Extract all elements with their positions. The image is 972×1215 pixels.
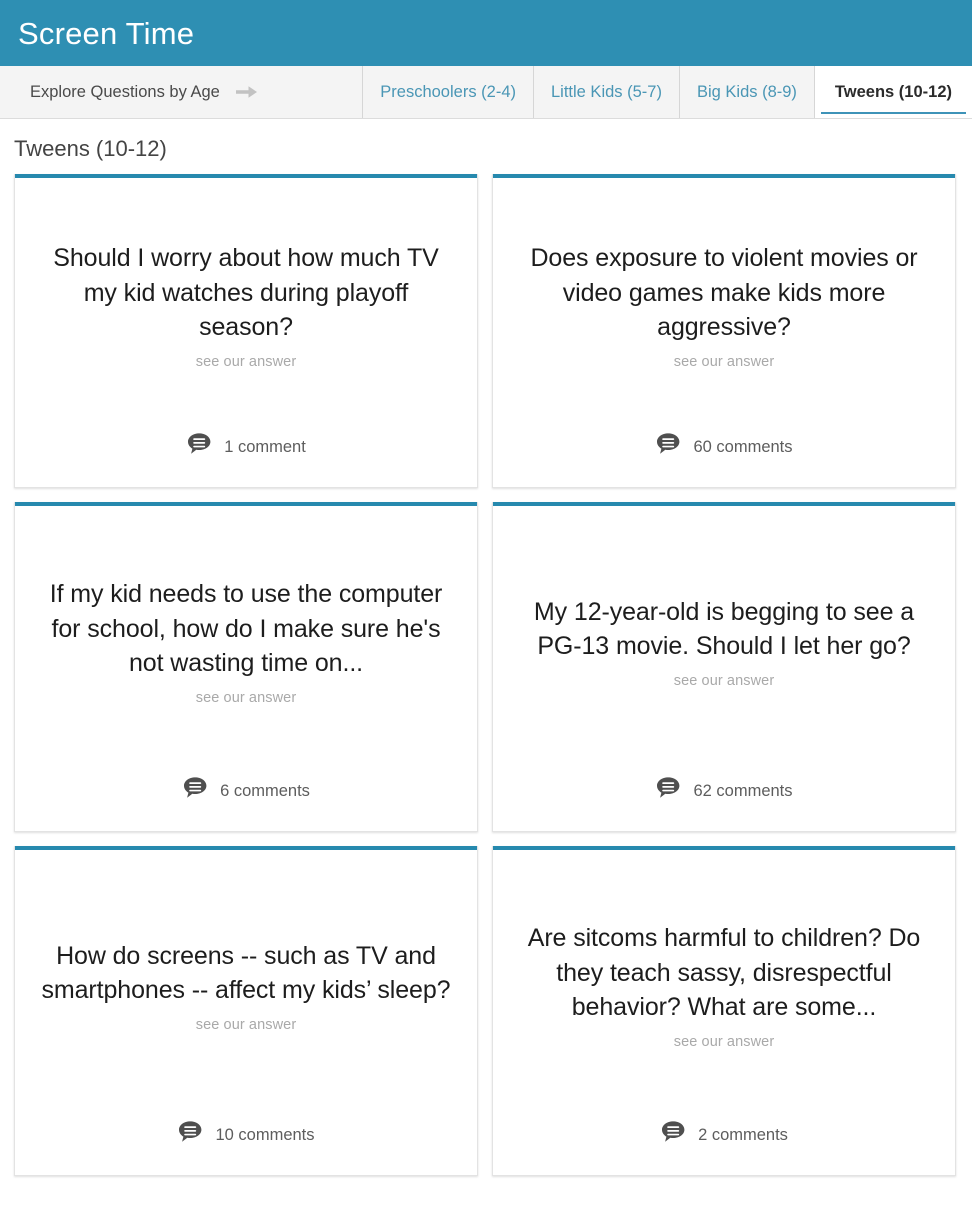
question-text: If my kid needs to use the computer for school, how do I make sure he's not wasting time on...	[49, 580, 443, 678]
comment-bubble-icon	[655, 431, 682, 463]
comment-bubble-icon	[655, 775, 682, 807]
comment-bubble-icon	[182, 775, 209, 807]
app-header	[0, 0, 972, 66]
tab-tweens[interactable]: Tweens (10-12)	[814, 66, 972, 118]
see-answer-link[interactable]: see our answer	[673, 672, 775, 689]
section-title: Tweens (10-12)	[14, 136, 167, 161]
tab-big-kids[interactable]: Big Kids (8-9)	[679, 66, 814, 118]
question-card-body	[41, 502, 451, 775]
comment-count: 60 comments	[693, 437, 793, 456]
breadcrumb-label: Explore Questions by Age	[30, 82, 220, 101]
comment-count: 10 comments	[215, 1125, 315, 1144]
comment-row[interactable]	[655, 775, 792, 813]
question-card-body	[41, 846, 451, 1119]
see-answer-link[interactable]: see our answer	[195, 1016, 297, 1033]
question-text: Are sitcoms harmful to children? Do they teach sassy, disrespectful behavior? What are some...	[527, 924, 921, 1022]
question-card-body	[519, 846, 929, 1119]
question-card[interactable]	[492, 846, 956, 1176]
comment-row[interactable]	[177, 1119, 314, 1157]
comment-row[interactable]	[182, 775, 310, 813]
question-card-body	[519, 174, 929, 431]
page-title: Screen Time	[18, 15, 195, 51]
comment-row[interactable]	[186, 431, 306, 469]
comment-bubble-icon	[177, 1119, 204, 1151]
arrow-right-icon	[234, 66, 270, 118]
question-card[interactable]	[492, 502, 956, 832]
question-text: Should I worry about how much TV my kid watches during playoff season?	[53, 244, 439, 342]
question-card[interactable]	[492, 174, 956, 488]
see-answer-link[interactable]: see our answer	[673, 1033, 775, 1050]
question-card[interactable]	[14, 174, 478, 488]
tab-little-kids[interactable]: Little Kids (5-7)	[533, 66, 679, 118]
question-text: Does exposure to violent movies or video games make kids more aggressive?	[530, 244, 918, 342]
breadcrumb-nav	[0, 66, 972, 119]
question-card-body	[41, 174, 451, 431]
age-tabs	[362, 66, 972, 118]
question-text: How do screens -- such as TV and smartphones -- affect my kids’ sleep?	[41, 941, 451, 1004]
comment-count: 6 comments	[220, 781, 310, 800]
comment-count: 2 comments	[698, 1125, 788, 1144]
question-text: My 12-year-old is begging to see a PG-13 movie. Should I let her go?	[533, 597, 915, 660]
comment-row[interactable]	[660, 1119, 788, 1157]
see-answer-link[interactable]: see our answer	[673, 353, 775, 370]
see-answer-link[interactable]: see our answer	[195, 689, 297, 706]
comment-bubble-icon	[186, 431, 213, 463]
tab-preschoolers[interactable]: Preschoolers (2-4)	[362, 66, 533, 118]
see-answer-link[interactable]: see our answer	[195, 353, 297, 370]
question-card[interactable]	[14, 502, 478, 832]
comment-bubble-icon	[660, 1119, 687, 1151]
question-card-body	[519, 502, 929, 775]
question-card[interactable]	[14, 846, 478, 1176]
comment-count: 1 comment	[224, 437, 306, 456]
comment-row[interactable]	[655, 431, 792, 469]
comment-count: 62 comments	[693, 781, 793, 800]
question-card-grid	[0, 174, 972, 1176]
